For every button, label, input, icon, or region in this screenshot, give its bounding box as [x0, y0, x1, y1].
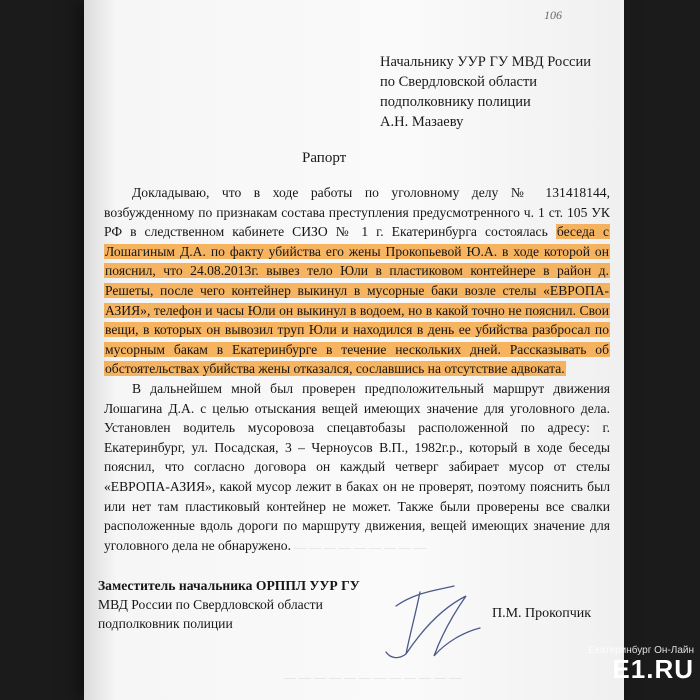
document-title: Рапорт: [302, 150, 347, 166]
addressee-line: по Свердловской области: [380, 74, 538, 90]
paragraph-text: Докладываю, что в ходе работы по уголовному делу № 131418144, возбужденному по признакам состава преступления предусмотренного ч. 1 ст. 105 УК РФ в следственном кабинете СИЗО № 1 г. Екатеринбурга состоялась: [104, 185, 610, 240]
bleed-through-text: — — — — — — — — — — — — —: [234, 540, 426, 554]
signer-rank: подполковник полиции: [98, 616, 233, 631]
highlighted-text: беседа с Лошагиным Д.А. по факту убийства его жены Прокопьевой Ю.А. в ходе которой он пояснил, что 24.08.2013г. вывез тело Юли в пластиковом контейнере в район д. Решеты, после чего контейнер выкинул в мусорные баки возле стелы «ЕВРОПА-АЗИЯ», телефон и часы Юли он выкинул в водоем, но в какой точно не пояснил. Свои вещи, в которых он вывозил труп Юли и находился в день ее убийства разбросал по мусорным бакам в Екатеринбурге в течение нескольких дней. Рассказывать об обстоятельствах убийства жены отказался, сославшись на отсутствие адвоката.: [105, 224, 610, 377]
addressee-line: Начальнику УУР ГУ МВД России: [380, 54, 591, 70]
addressee-line: А.Н. Мазаеву: [380, 114, 464, 130]
watermark-caption: Екатеринбург Он-Лайн: [588, 645, 694, 656]
document-body: [104, 183, 610, 555]
document-page: [84, 0, 624, 700]
paragraph-1: [104, 183, 610, 379]
signer-position: МВД России по Свердловской области: [98, 597, 323, 612]
page-number: 106: [544, 8, 562, 22]
bleed-through-text: — — — — — — — — — — — —: [284, 670, 461, 684]
signer-name: П.М. Прокопчик: [492, 606, 592, 621]
handwritten-signature: [376, 572, 496, 668]
site-watermark: [588, 645, 694, 682]
addressee-block: [380, 52, 591, 132]
watermark-logo: E1.RU: [612, 654, 694, 684]
addressee-line: подполковнику полиции: [380, 94, 531, 110]
signer-position: Заместитель начальника ОРППЛ УУР ГУ: [98, 578, 360, 593]
paragraph-2: В дальнейшем мной был проверен предположительный маршрут движения Лошагина Д.А. с целью отыскания вещей имеющих значение для уголовного дела. Установлен водитель мусоровоза спецавтобазы расположенной по адресу: г. Екатеринбург, ул. Посадская, 3 – Черноусов В.П., 1982г.р., который в ходе беседы пояснил, что согласно договора он каждый четверг забирает мусор от стелы «ЕВРОПА-АЗИЯ», какой мусор лежит в баках он не проверят, поэтому пояснить был или нет там пластиковый контейнер не может. Также были проверены все свалки расположенные вдоль дороги по маршруту движения, вещей имеющих значение для уголовного дела не обнаружено.: [104, 380, 610, 553]
signature-block: [98, 576, 360, 633]
